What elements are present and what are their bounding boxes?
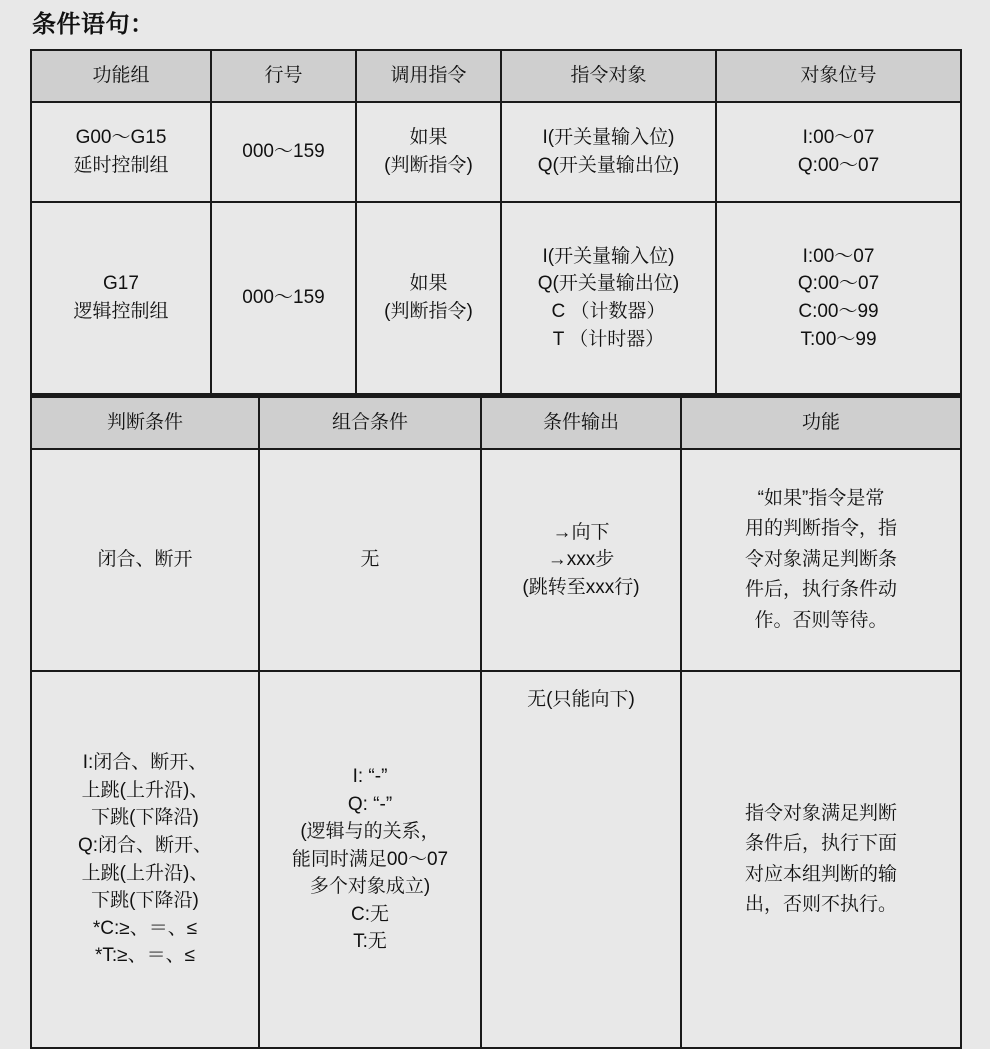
- table-header-row: [31, 397, 961, 450]
- cell-combo-condition: 无: [259, 449, 481, 671]
- column-header-function-group: 功能组: [31, 50, 211, 102]
- cell-call-instruction: 如果 (判断指令): [356, 102, 501, 202]
- column-header-judge-condition: 判断条件: [31, 397, 259, 450]
- table-instruction-groups: [30, 49, 960, 395]
- column-header-function: 功能: [681, 397, 961, 450]
- cell-condition-output: 无(只能向下): [481, 671, 681, 1048]
- cell-function-group: G00～G15 延时控制组: [31, 102, 211, 202]
- column-header-combo-condition: 组合条件: [259, 397, 481, 450]
- column-header-call-instruction: 调用指令: [356, 50, 501, 102]
- column-header-condition-output: 条件输出: [481, 397, 681, 450]
- table-row: [31, 102, 961, 202]
- cell-instruction-target: I(开关量输入位) Q(开关量输出位) C （计数器） T （计时器）: [501, 202, 716, 394]
- cell-call-instruction: 如果 (判断指令): [356, 202, 501, 394]
- cell-combo-condition: I: “-” Q: “-” (逻辑与的关系， 能同时满足00～07 多个对象成立) C:无 T:无: [259, 671, 481, 1048]
- cell-instruction-target: I(开关量输入位) Q(开关量输出位): [501, 102, 716, 202]
- cell-judge-condition: I:闭合、断开、 上跳(上升沿)、 下跳(下降沿) Q:闭合、断开、 上跳(上升沿)、 下跳(下降沿) *C:≥、＝、≤ *T:≥、＝、≤: [31, 671, 259, 1048]
- cell-target-bit: I:00～07 Q:00～07: [716, 102, 961, 202]
- column-header-line-number: 行号: [211, 50, 356, 102]
- table-row: [31, 202, 961, 394]
- cell-function: 指令对象满足判断 条件后，执行下面 对应本组判断的输 出，否则不执行。: [681, 671, 961, 1048]
- cell-function: “如果”指令是常 用的判断指令，指 令对象满足判断条 件后，执行条件动 作。否则等待。: [681, 449, 961, 671]
- table-header-row: [31, 50, 961, 102]
- cell-condition-output: →向下 →xxx步 (跳转至xxx行): [481, 449, 681, 671]
- cell-line-number: 000～159: [211, 102, 356, 202]
- page-title: 条件语句：: [32, 11, 155, 38]
- cell-judge-condition: 闭合、断开: [31, 449, 259, 671]
- column-header-target-bit: 对象位号: [716, 50, 961, 102]
- column-header-instruction-target: 指令对象: [501, 50, 716, 102]
- table-conditions: [30, 395, 960, 1049]
- table-row: [31, 671, 961, 1048]
- cell-function-group: G17 逻辑控制组: [31, 202, 211, 394]
- table-row: [31, 449, 961, 671]
- cell-target-bit: I:00～07 Q:00～07 C:00～99 T:00～99: [716, 202, 961, 394]
- cell-line-number: 000～159: [211, 202, 356, 394]
